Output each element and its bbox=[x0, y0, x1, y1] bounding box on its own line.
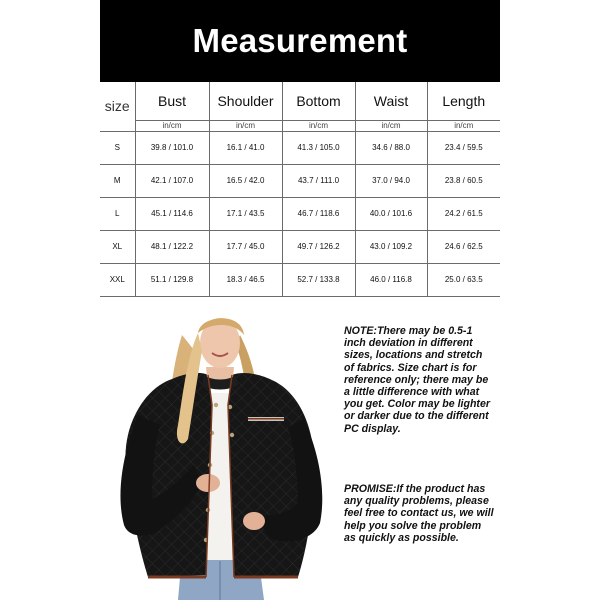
table-row bbox=[100, 164, 500, 197]
value-cell: 43.0 / 109.2 bbox=[355, 230, 427, 263]
value-cell: 16.1 / 41.0 bbox=[209, 131, 282, 164]
unit-label: in/cm bbox=[282, 120, 355, 131]
value-cell: 42.1 / 107.0 bbox=[135, 164, 209, 197]
value-cell: 23.4 / 59.5 bbox=[427, 131, 500, 164]
value-cell: 23.8 / 60.5 bbox=[427, 164, 500, 197]
value-cell: 17.7 / 45.0 bbox=[209, 230, 282, 263]
value-cell: 45.1 / 114.6 bbox=[135, 197, 209, 230]
jacket-model-illustration bbox=[108, 315, 330, 600]
size-cell: L bbox=[100, 197, 135, 230]
value-cell: 48.1 / 122.2 bbox=[135, 230, 209, 263]
column-header-length: Length bbox=[427, 82, 500, 120]
value-cell: 24.2 / 61.5 bbox=[427, 197, 500, 230]
value-cell: 37.0 / 94.0 bbox=[355, 164, 427, 197]
column-header-bust: Bust bbox=[135, 82, 209, 120]
value-cell: 52.7 / 133.8 bbox=[282, 263, 355, 296]
size-cell: XXL bbox=[100, 263, 135, 296]
promise-text: PROMISE:If the product has any quality problems, please feel free to contact us, we will help you solve the problem as quickly as possible. bbox=[344, 483, 494, 544]
value-cell: 24.6 / 62.5 bbox=[427, 230, 500, 263]
column-header-waist: Waist bbox=[355, 82, 427, 120]
unit-label: in/cm bbox=[209, 120, 282, 131]
column-header-shoulder: Shoulder bbox=[209, 82, 282, 120]
value-cell: 46.7 / 118.6 bbox=[282, 197, 355, 230]
unit-label: in/cm bbox=[135, 120, 209, 131]
value-cell: 43.7 / 111.0 bbox=[282, 164, 355, 197]
value-cell: 25.0 / 63.5 bbox=[427, 263, 500, 296]
model-photo bbox=[108, 315, 330, 600]
note-text: NOTE:There may be 0.5-1 inch deviation in different sizes, locations and stretch of fabrics. Size chart is for reference only; there may be a little difference with what you get. Color may be lighter or darker due to the different PC display. bbox=[344, 325, 490, 435]
value-cell: 16.5 / 42.0 bbox=[209, 164, 282, 197]
unit-label: in/cm bbox=[427, 120, 500, 131]
page-title: Measurement bbox=[192, 22, 408, 59]
table-row bbox=[100, 131, 500, 164]
column-header-bottom: Bottom bbox=[282, 82, 355, 120]
size-cell: M bbox=[100, 164, 135, 197]
size-column-header: size bbox=[100, 82, 135, 131]
unit-label: in/cm bbox=[355, 120, 427, 131]
measurement-header bbox=[100, 0, 500, 82]
value-cell: 46.0 / 116.8 bbox=[355, 263, 427, 296]
size-cell: XL bbox=[100, 230, 135, 263]
value-cell: 17.1 / 43.5 bbox=[209, 197, 282, 230]
table-row bbox=[100, 263, 500, 296]
size-chart-table bbox=[100, 82, 500, 297]
value-cell: 40.0 / 101.6 bbox=[355, 197, 427, 230]
value-cell: 18.3 / 46.5 bbox=[209, 263, 282, 296]
size-cell: S bbox=[100, 131, 135, 164]
table-row bbox=[100, 230, 500, 263]
value-cell: 34.6 / 88.0 bbox=[355, 131, 427, 164]
value-cell: 41.3 / 105.0 bbox=[282, 131, 355, 164]
table-row bbox=[100, 197, 500, 230]
value-cell: 51.1 / 129.8 bbox=[135, 263, 209, 296]
table-header-row bbox=[100, 82, 500, 120]
value-cell: 49.7 / 126.2 bbox=[282, 230, 355, 263]
value-cell: 39.8 / 101.0 bbox=[135, 131, 209, 164]
unit-row bbox=[100, 120, 500, 131]
